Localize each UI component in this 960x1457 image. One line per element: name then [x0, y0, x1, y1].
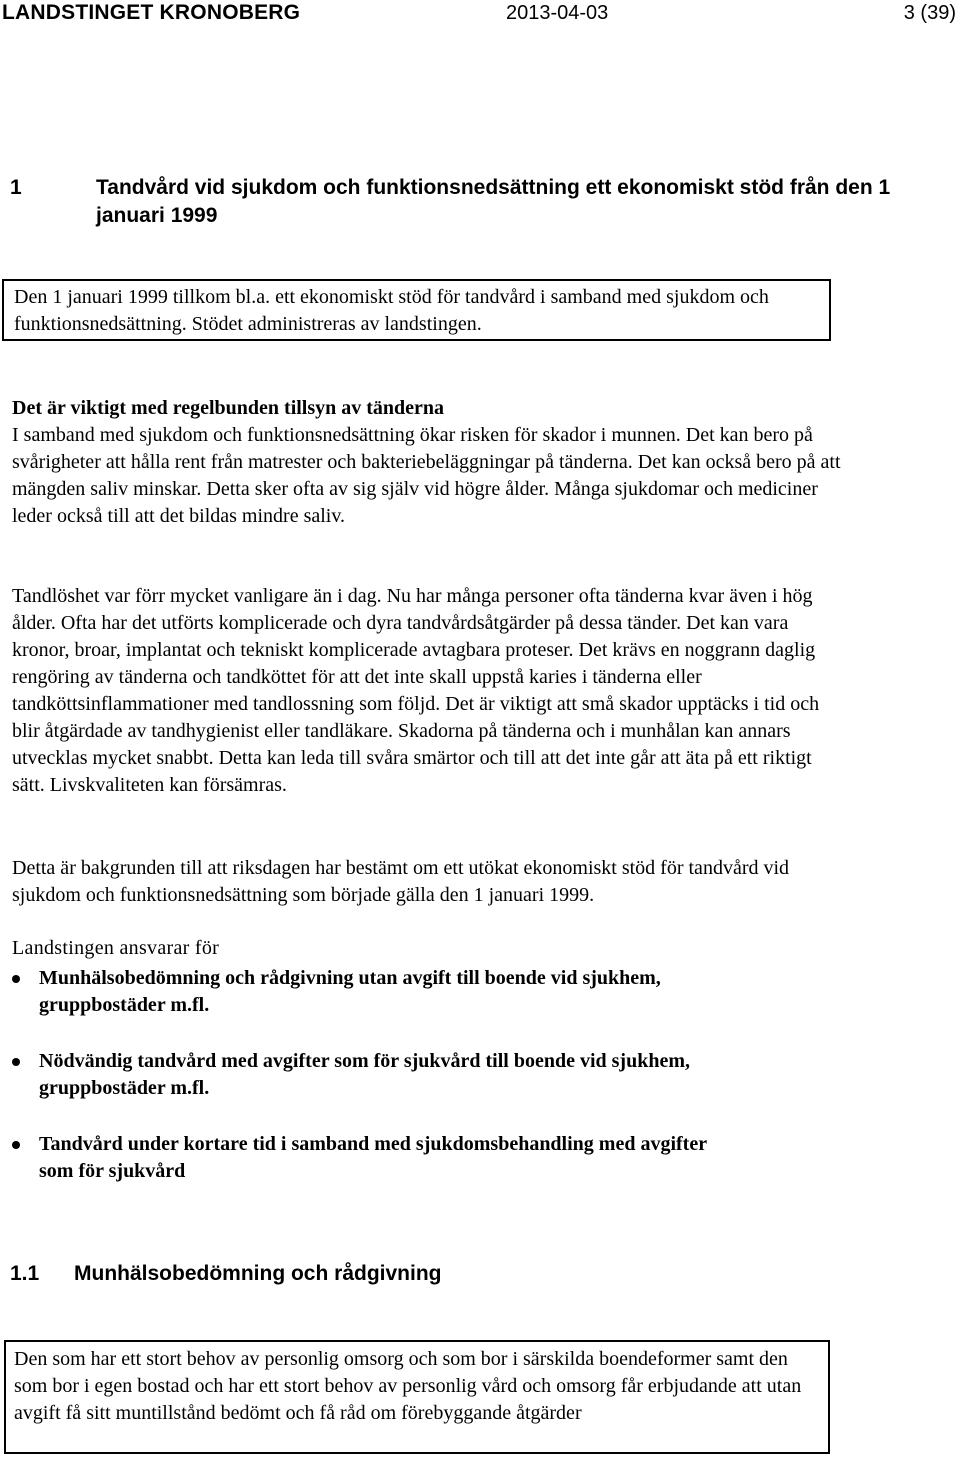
organization-name: LANDSTINGET KRONOBERG [2, 1, 301, 24]
responsibilities-heading: Landstingen ansvarar för [12, 937, 220, 959]
bullet-icon [12, 975, 20, 983]
list-item-text: Tandvård under kortare tid i samband med sjukdomsbehandling med avgifter som för sjukvård [39, 1133, 707, 1182]
section-1-1-box [4, 1340, 830, 1454]
section-1-1-text: Den som har ett stort behov av personlig omsorg och som bor i särskilda boendeformer samt den som bor i egen bostad och har ett stort behov av personlig vård och omsorg får erbjudande att utan avgift få sitt muntillstånd bedömt och få råd om förebyggande åtgärder [14, 1348, 802, 1424]
bullet-icon [12, 1141, 20, 1149]
page-number: 3 (39) [903, 2, 956, 24]
document-date: 2013-04-03 [506, 2, 609, 24]
section-title: Tandvård vid sjukdom och funktionsnedsättning ett ekonomiskt stöd från den 1 januari 1999 [96, 176, 891, 227]
tillsyn-body: I samband med sjukdom och funktionsnedsättning ökar risken för skador i munnen. Det kan bero på svårigheter att hålla rent från matrester och bakteriebeläggningar på tänderna. Det kan också bero på att mängden saliv minskar. Detta sker ofta av sig själv vid högre ålder. Många sjukdomar och mediciner leder också till att det bildas mindre saliv. [12, 424, 841, 527]
section-title: Munhälsobedömning och rådgivning [74, 1262, 442, 1285]
bullet-icon [12, 1058, 20, 1066]
tillsyn-paragraph [12, 395, 842, 530]
list-item-text: Nödvändig tandvård med avgifter som för sjukvård till boende vid sjukhem, gruppbostäder m.fl. [39, 1050, 690, 1099]
paragraph-background: Detta är bakgrunden till att riksdagen har bestämt om ett utökat ekonomiskt stöd för tandvård vid sjukdom och funktionsnedsättning som började gälla den 1 januari 1999. [12, 857, 790, 906]
section-number: 1 [10, 176, 22, 199]
section-number: 1.1 [10, 1262, 40, 1285]
tillsyn-heading: Det är viktigt med regelbunden tillsyn av tänderna [12, 397, 445, 419]
intro-text: Den 1 januari 1999 tillkom bl.a. ett ekonomiskt stöd för tandvård i samband med sjukdom och funktionsnedsättning. Stödet administreras av landstingen. [14, 286, 769, 335]
list-item-text: Munhälsobedömning och rådgivning utan avgift till boende vid sjukhem, gruppbostäder m.fl. [39, 967, 661, 1016]
paragraph-dentition: Tandlöshet var förr mycket vanligare än i dag. Nu har många personer ofta tänderna kvar även i hög ålder. Ofta har det utförts komplicerade och dyra tandvårdsåtgärder på dessa tänder. Det kan vara kronor, broar, implantat och tekniskt komplicerade avtagbara proteser. Det krävs en noggrann daglig rengöring av tänderna och tandköttet för att det inte skall uppstå karies i tänderna eller tandköttsinflammationer med tandlossning som följd. Det är viktigt att små skador upptäcks i tid och blir åtgärdade av tandhygienist eller tandläkare. Skadorna på tänderna och i munhålan kan annars utvecklas mycket snabbt. Detta kan leda till svåra smärtor och till att det inte går att äta på ett riktigt sätt. Livskvaliteten kan försämras. [12, 585, 820, 796]
page-header [0, 0, 960, 26]
intro-box [2, 279, 831, 341]
